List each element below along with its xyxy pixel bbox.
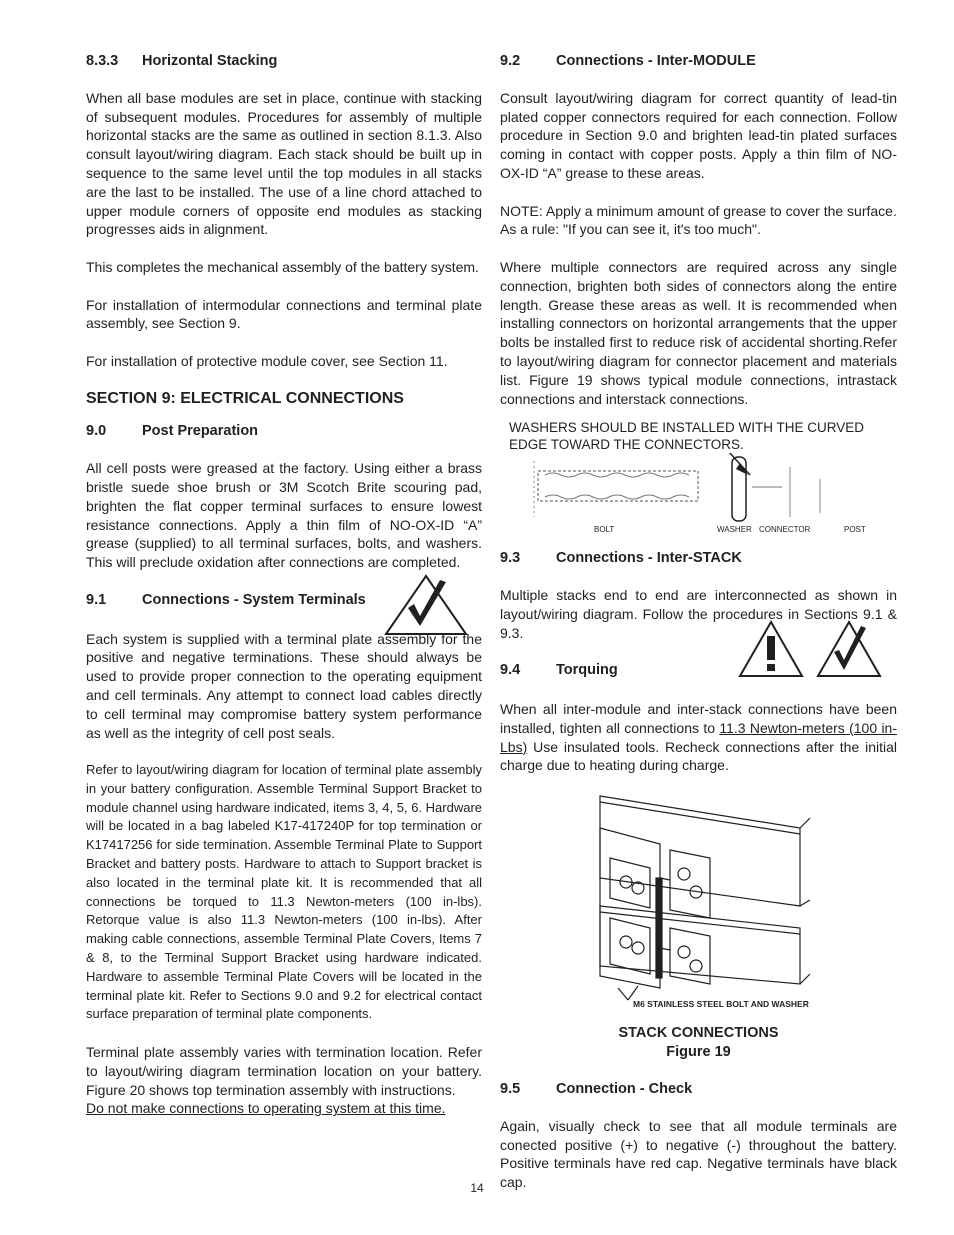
paragraph: NOTE: Apply a minimum amount of grease to cover the surface. As a rule: "If you can see it, it's too much". [500,202,897,238]
connector-diagram [500,453,897,535]
paragraph: Multiple stacks end to end are interconnected as shown in layout/wiring diagram. Follow the procedures in Sections 9.1 & 9.3. [500,586,897,641]
figure-title: STACK CONNECTIONS [618,1024,779,1041]
paragraph: Again, visually check to see that all module terminals are conected positive (+) to negative (-) throughout the battery. Positive terminals have red cap. Negative terminals have black cap. [500,1117,897,1191]
page-number: 14 [470,1181,484,1195]
section-9-title: SECTION 9: ELECTRICAL CONNECTIONS [86,389,404,407]
paragraph: All cell posts were greased at the factory. Using either a brass bristle suede shoe brush or 3M Scotch Brite scouring pad, brighten the flat copper terminal surfaces to ensure lowest resistance connections. Apply a thin film of NO-OX-ID “A” grease (supplied) to all terminal surfaces, bolts, and washers. This will preclude oxidation after connections are completed. [86,460,482,571]
paragraph: For installation of intermodular connections and terminal plate assembly, see Section 9. [86,296,482,332]
paragraph: When all base modules are set in place, continue with stacking of subsequent modules. Procedures for assembly of multiple horizontal stacks are the same as outlined in section 8.1.3. Also consult layout/wiring diagram. Each stack should be built up in sequence to the same level until the top modules in all stacks are the last to be installed. The use of a line chord attached to upper module corners of opposite end modules as stacking progresses aids in alignment. [86,89,482,238]
caution-check-icon [384,574,468,641]
paragraph: Consult layout/wiring diagram for correct quantity of lead-tin plated copper connectors required for each connection. Follow procedure in Section 9.0 and brighten lead-tin plated surfaces coming in contact with copper posts. Apply a thin film of NO-OX-ID “A” grease to these areas. [500,89,897,181]
washer-note: WASHERS SHOULD BE INSTALLED WITH THE CURVED EDGE TOWARD THE CONNECTORS. [509,420,865,453]
heading-9-3 [500,549,897,568]
heading-9-0 [86,422,482,441]
paragraph: This completes the mechanical assembly of the battery system. [86,258,479,275]
caution-check-icon [816,620,882,683]
heading-title: Connection - Check [556,1080,693,1097]
paragraph: For installation of protective module cover, see Section 11. [86,352,448,369]
heading-number: 8.3.3 [86,53,119,69]
heading-number: 9.5 [500,1080,521,1097]
label-post: POST [844,525,866,535]
stack-figure-drawing [500,788,897,1020]
heading-title: Connections - Inter-MODULE [556,53,756,69]
heading-9-2 [500,52,897,71]
heading-number: 9.4 [500,662,521,679]
torque-value: 11.3 Newton-meters (100 in-Lbs) [500,719,898,755]
figure-callout: M6 STAINLESS STEEL BOLT AND WASHER [633,998,809,1009]
heading-title: Connections - Inter-STACK [556,550,742,567]
label-bolt: BOLT [594,525,615,535]
figure-caption [500,1024,897,1062]
warning-underlined: Do not make connections to operating system at this time. [86,1100,446,1117]
warning-exclamation-icon [738,620,804,683]
label-connector: CONNECTOR [759,525,811,535]
heading-title: Post Preparation [142,423,259,440]
heading-title: Torquing [556,662,618,679]
paragraph: Refer to layout/wiring diagram for location of terminal plate assembly in your battery configuration. Assemble Terminal Support Bracket to module channel using hardware indicated, items 3, 4, 5, 6. Hardware will be located in a bag labeled K17-417240P for top termination or K17417256 for side termination. Assemble Terminal Plate to Support Bracket and battery posts. Hardware to attach to Support bracket is also located in the terminal plate kit. It is recommended that all connections be torqued to 11.3 Newton-meters (100 in-lbs). Retorque value is also 11.3 Newton-meters (100 in-lbs). After making cable connections, assemble Terminal Plate Covers, Items 7 & 8, to the Terminal Support Bracket using hardware indicated. Hardware to assemble Terminal Plate Covers will be located in the terminal plate kit. Refer to Sections 9.0 and 9.2 for electrical contact surface preparation of terminal plate components. [86,762,482,1022]
paragraph: Where multiple connectors are required across any single connection, brighten both sides of connectors along the entire length. Grease these areas as well. It is recommended when installing connectors on horizontal arrangements that the upper bolts be installed first to reduce risk of accidental shorting.Refer to layout/wiring diagram for connector placement and materials list. Figure 19 shows typical module connections, intrastack connections and interstack connections. [500,258,897,407]
heading-title: Connections - System Terminals [142,591,366,608]
label-washer: WASHER [717,525,752,535]
torque-text-cont: Use insulated tools. Recheck connections after the initial charge due to heating during charge. [500,738,897,774]
heading-number: 9.0 [86,423,107,440]
paragraph: Terminal plate assembly varies with termination location. Refer to layout/wiring diagram termination location on your battery. Figure 20 shows top termination assembly with instructions. [86,1044,482,1098]
stack-connections-figure [500,788,897,1020]
heading-number: 9.3 [500,550,521,567]
paragraph: Each system is supplied with a terminal plate assembly for the positive and negative terminations. These should always be used to provide proper connection to the operating equipment and cell terminals. Any attempt to connect load cables directly to cell terminal may compromise battery system performance as well as the integrity of cell post seals. [86,630,482,741]
torque-text: When all inter-module and inter-stack connections have been installed, tighten all connections to [500,700,897,736]
heading-title: Horizontal Stacking [142,53,278,69]
heading-9-5 [500,1080,897,1099]
paragraph [500,700,897,775]
connector-diagram-drawing [500,453,897,535]
heading-number: 9.1 [86,591,107,608]
heading-number: 9.2 [500,53,521,69]
heading-8-3-3 [86,52,482,71]
figure-number: Figure 19 [666,1043,731,1060]
